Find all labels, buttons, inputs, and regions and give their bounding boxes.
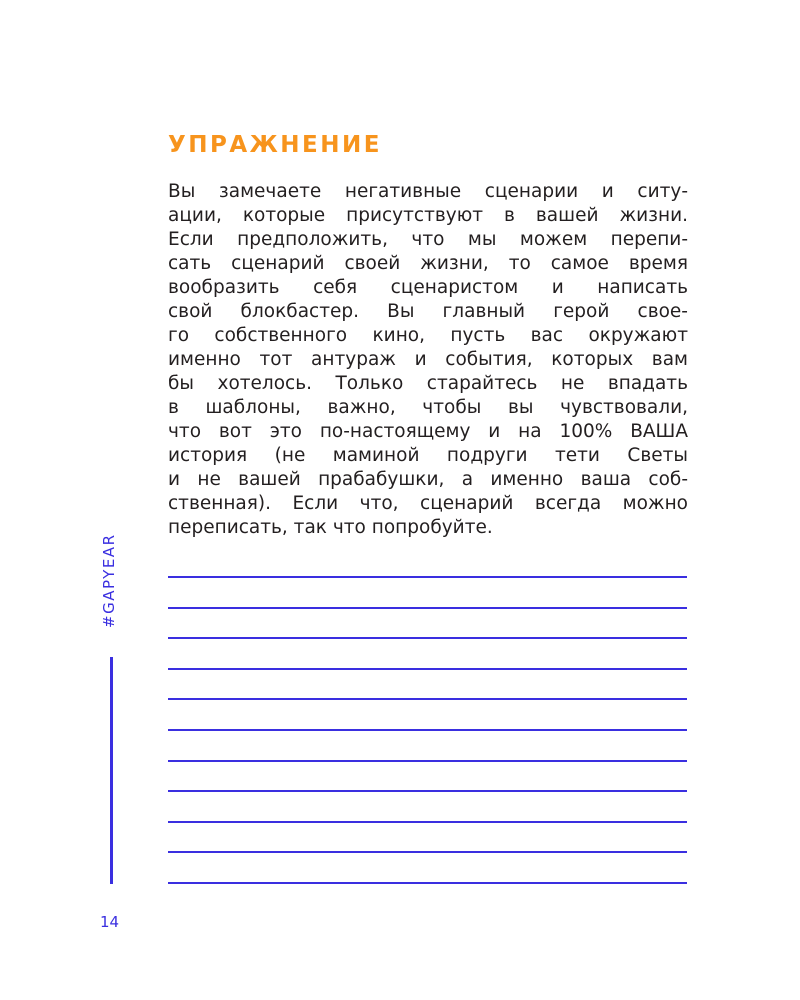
paragraph-line: го собственного кино, пусть вас окружают [168, 325, 688, 346]
writing-line [168, 760, 687, 762]
writing-line [168, 668, 687, 670]
paragraph-line: Если предположить, что мы можем перепи- [168, 229, 688, 250]
gapyear-hashtag: #GAPYEAR [100, 533, 118, 628]
exercise-paragraph [168, 180, 688, 540]
paragraph-line: и не вашей прабабушки, а именно ваша соб- [168, 469, 688, 490]
paragraph-line: история (не маминой подруги тети Светы [168, 445, 688, 466]
exercise-heading: УПРАЖНЕНИЕ [168, 132, 382, 158]
writing-line [168, 729, 687, 731]
writing-line [168, 576, 687, 578]
page-number: 14 [100, 913, 120, 931]
writing-line [168, 821, 687, 823]
paragraph-line: Вы замечаете негативные сценарии и ситу- [168, 181, 688, 202]
writing-line [168, 607, 687, 609]
paragraph-line: в шаблоны, важно, чтобы вы чувствовали, [168, 397, 688, 418]
writing-line [168, 698, 687, 700]
paragraph-line: вообразить себя сценаристом и написать [168, 277, 688, 298]
writing-line [168, 882, 687, 884]
paragraph-line: бы хотелось. Только старайтесь не впадать [168, 373, 688, 394]
paragraph-line: ации, которые присутствуют в вашей жизни. [168, 205, 688, 226]
side-rule-divider [110, 657, 113, 884]
writing-line [168, 790, 687, 792]
paragraph-line: свой блокбастер. Вы главный герой свое- [168, 301, 688, 322]
paragraph-line: переписать, так что попробуйте. [168, 517, 493, 538]
paragraph-line: сать сценарий своей жизни, то самое время [168, 253, 688, 274]
writing-line [168, 637, 687, 639]
writing-line [168, 851, 687, 853]
paragraph-line: ственная). Если что, сценарий всегда можно [168, 493, 688, 514]
paragraph-line: именно тот антураж и события, которых вам [168, 349, 688, 370]
paragraph-line: что вот это по-настоящему и на 100% ВАША [168, 421, 688, 442]
